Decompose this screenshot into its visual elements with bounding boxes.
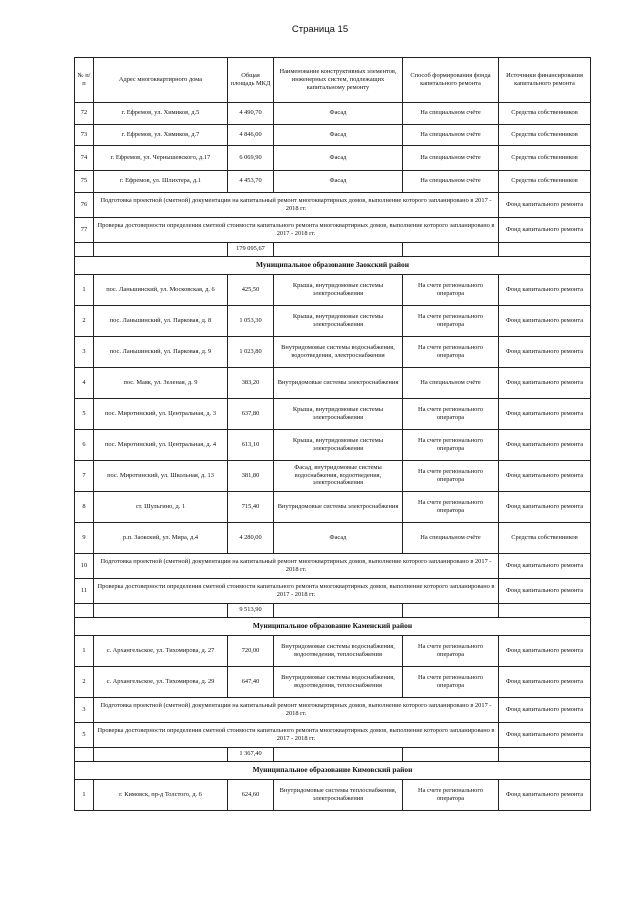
total-blank: [94, 747, 228, 761]
header-number: № п/п: [75, 58, 94, 103]
row-source: Фонд капитального ремонта: [499, 779, 591, 810]
row-source: Фонд капитального ремонта: [499, 336, 591, 367]
table-row-service: [75, 192, 591, 217]
row-source: Фонд капитального ремонта: [499, 491, 591, 522]
row-source: Фонд капитального ремонта: [499, 305, 591, 336]
row-works: Внутридомовые системы водоснабжения, водоотведения, теплоснабжения: [274, 666, 403, 697]
total-blank: [403, 603, 499, 617]
row-address: г. Ефремов, ул. Химиков, д.7: [94, 124, 228, 146]
section-heading-row: [75, 761, 591, 779]
row-method: На счете регионального оператора: [403, 491, 499, 522]
row-number: 77: [75, 217, 94, 242]
table-row-service: [75, 722, 591, 747]
table-row: [75, 367, 591, 398]
row-area: 6 069,90: [228, 146, 274, 171]
row-number: 75: [75, 171, 94, 193]
row-works: Крыша, внутридомовые системы электроснабжения: [274, 398, 403, 429]
row-works: Фасад: [274, 171, 403, 193]
header-area: Общая площадь МКД: [228, 58, 274, 103]
row-method: На специальном счёте: [403, 171, 499, 193]
row-works: Внутридомовые системы водоснабжения, водоотведения, электроснабжения: [274, 336, 403, 367]
row-service-text: Подготовка проектной (сметной) документации на капитальный ремонт многоквартирных домов, выполнение которого запланировано в 2017 - 2018 гг.: [94, 192, 499, 217]
table-row: [75, 171, 591, 193]
row-number: 4: [75, 367, 94, 398]
row-area: 647,40: [228, 666, 274, 697]
row-address: пос. Маяк, ул. Зеленая, д. 9: [94, 367, 228, 398]
total-area: 1 367,40: [228, 747, 274, 761]
table-row-total: [75, 242, 591, 256]
row-address: пос. Ланьшинский, ул. Московская, д. 6: [94, 274, 228, 305]
section-heading: Муниципальное образование Каменский район: [75, 617, 591, 635]
row-method: На счете регионального оператора: [403, 305, 499, 336]
row-works: Крыша, внутридомовые системы электроснабжения: [274, 429, 403, 460]
row-area: 715,40: [228, 491, 274, 522]
table-row-service: [75, 553, 591, 578]
row-address: пос. Ланьшинский, ул. Парковая, д. 8: [94, 305, 228, 336]
total-blank: [274, 747, 403, 761]
row-area: 637,80: [228, 398, 274, 429]
row-method: На специальном счёте: [403, 522, 499, 553]
row-source: Фонд капитального ремонта: [499, 553, 591, 578]
row-method: На специальном счёте: [403, 103, 499, 125]
row-number: 5: [75, 398, 94, 429]
row-address: с. Архангельское, ул. Тихомирова, д. 27: [94, 635, 228, 666]
table-row: [75, 124, 591, 146]
table-row: [75, 429, 591, 460]
row-address: пос. Миротинский, ул. Школьная, д. 13: [94, 460, 228, 491]
row-works: Фасад, внутридомовые системы водоснабжения, водоотведения, электроснабжения: [274, 460, 403, 491]
table-row-service: [75, 217, 591, 242]
total-blank: [274, 242, 403, 256]
row-area: 4 490,70: [228, 103, 274, 125]
header-method: Способ формирования фонда капитального ремонта: [403, 58, 499, 103]
table-row-total: [75, 747, 591, 761]
row-source: Фонд капитального ремонта: [499, 192, 591, 217]
row-source: Фонд капитального ремонта: [499, 217, 591, 242]
row-address: г. Ефремов, ул. Химиков, д.5: [94, 103, 228, 125]
row-area: 1 023,80: [228, 336, 274, 367]
row-area: 4 280,00: [228, 522, 274, 553]
row-service-text: Проверка достоверности определения сметной стоимости капитального ремонта многоквартирных домов, выполнение которого запланировано в 2017 - 2018 гг.: [94, 722, 499, 747]
row-area: 613,10: [228, 429, 274, 460]
row-address: г. Ефремов, ул. Шлихтера, д.1: [94, 171, 228, 193]
table-row-total: [75, 603, 591, 617]
row-source: Фонд капитального ремонта: [499, 460, 591, 491]
row-method: На специальном счёте: [403, 367, 499, 398]
row-number: 3: [75, 336, 94, 367]
row-address: ст. Шульгино, д. 1: [94, 491, 228, 522]
row-source: Средства собственников: [499, 522, 591, 553]
row-address: пос. Ланьшинский, ул. Парковая, д. 9: [94, 336, 228, 367]
total-area: 179 095,67: [228, 242, 274, 256]
total-blank: [94, 242, 228, 256]
row-number: 73: [75, 124, 94, 146]
total-blank: [403, 747, 499, 761]
row-number: 10: [75, 553, 94, 578]
row-address: р.п. Заокский, ул. Мира, д.4: [94, 522, 228, 553]
table-row: [75, 522, 591, 553]
row-number: 1: [75, 635, 94, 666]
row-service-text: Подготовка проектной (сметной) документации на капитальный ремонт многоквартирных домов, выполнение которого запланировано в 2017 - 2018 гг.: [94, 697, 499, 722]
row-area: 4 846,00: [228, 124, 274, 146]
row-source: Фонд капитального ремонта: [499, 578, 591, 603]
header-works: Наименование конструктивных элементов, инженерных систем, подлежащих капитальному ремонту: [274, 58, 403, 103]
total-blank: [499, 242, 591, 256]
table-row: [75, 460, 591, 491]
total-blank: [75, 603, 94, 617]
row-area: 425,50: [228, 274, 274, 305]
row-works: Крыша, внутридомовые системы электроснабжения: [274, 305, 403, 336]
total-blank: [75, 747, 94, 761]
table-row-service: [75, 578, 591, 603]
row-works: Внутридомовые системы электроснабжения: [274, 367, 403, 398]
row-number: 9: [75, 522, 94, 553]
total-blank: [94, 603, 228, 617]
row-method: На счете регионального оператора: [403, 460, 499, 491]
row-works: Фасад: [274, 124, 403, 146]
total-blank: [403, 242, 499, 256]
row-works: Внутридомовые системы теплоснабжения, электроснабжения: [274, 779, 403, 810]
row-area: 381,80: [228, 460, 274, 491]
section-heading: Муниципальное образование Кимовский район: [75, 761, 591, 779]
row-method: На специальном счёте: [403, 146, 499, 171]
total-area: 9 513,90: [228, 603, 274, 617]
row-source: Фонд капитального ремонта: [499, 697, 591, 722]
total-blank: [499, 747, 591, 761]
row-number: 2: [75, 305, 94, 336]
table-row: [75, 336, 591, 367]
row-address: г. Кимовск, пр-д Толстого, д. 6: [94, 779, 228, 810]
row-source: Средства собственников: [499, 146, 591, 171]
row-number: 8: [75, 491, 94, 522]
row-source: Фонд капитального ремонта: [499, 398, 591, 429]
row-number: 6: [75, 429, 94, 460]
row-works: Фасад: [274, 522, 403, 553]
row-number: 3: [75, 697, 94, 722]
header-address: Адрес многоквартирного дома: [94, 58, 228, 103]
row-source: Средства собственников: [499, 103, 591, 125]
row-number: 76: [75, 192, 94, 217]
row-number: 72: [75, 103, 94, 125]
row-source: Фонд капитального ремонта: [499, 666, 591, 697]
table-row-service: [75, 697, 591, 722]
row-number: 2: [75, 666, 94, 697]
row-method: На счете регионального оператора: [403, 336, 499, 367]
row-number: 7: [75, 460, 94, 491]
row-method: На счете регионального оператора: [403, 666, 499, 697]
section-heading-row: [75, 617, 591, 635]
row-address: с. Архангельское, ул. Тихомирова, д. 29: [94, 666, 228, 697]
row-number: 1: [75, 274, 94, 305]
total-blank: [274, 603, 403, 617]
row-number: 74: [75, 146, 94, 171]
row-method: На счете регионального оператора: [403, 274, 499, 305]
table-body: [75, 103, 591, 811]
row-address: г. Ефремов, ул. Чернышевского, д.17: [94, 146, 228, 171]
section-heading-row: [75, 256, 591, 274]
table-row: [75, 666, 591, 697]
row-source: Фонд капитального ремонта: [499, 635, 591, 666]
row-works: Внутридомовые системы электроснабжения: [274, 491, 403, 522]
table-row: [75, 779, 591, 810]
row-source: Фонд капитального ремонта: [499, 367, 591, 398]
row-number: 5: [75, 722, 94, 747]
row-area: 383,20: [228, 367, 274, 398]
total-blank: [499, 603, 591, 617]
row-area: 4 453,70: [228, 171, 274, 193]
section-heading: Муниципальное образование Заокский район: [75, 256, 591, 274]
table-row: [75, 146, 591, 171]
row-method: На счете регионального оператора: [403, 779, 499, 810]
row-method: На счете регионального оператора: [403, 398, 499, 429]
row-area: 720,00: [228, 635, 274, 666]
row-source: Фонд капитального ремонта: [499, 274, 591, 305]
row-method: На специальном счёте: [403, 124, 499, 146]
table-row: [75, 491, 591, 522]
row-number: 1: [75, 779, 94, 810]
page-number: Страница 15: [291, 24, 349, 35]
row-service-text: Подготовка проектной (сметной) документации на капитальный ремонт многоквартирных домов, выполнение которого запланировано в 2017 - 2018 гг.: [94, 553, 499, 578]
row-works: Фасад: [274, 146, 403, 171]
row-works: Внутридомовые системы водоснабжения, водоотведения, теплоснабжения: [274, 635, 403, 666]
row-source: Фонд капитального ремонта: [499, 722, 591, 747]
table-row: [75, 305, 591, 336]
row-area: 1 053,30: [228, 305, 274, 336]
row-works: Фасад: [274, 103, 403, 125]
header-source: Источники финансирования капитального ремонта: [499, 58, 591, 103]
row-address: пос. Миротинский, ул. Центральная, д. 4: [94, 429, 228, 460]
table-row: [75, 103, 591, 125]
repair-program-table: [74, 57, 591, 811]
row-source: Фонд капитального ремонта: [499, 429, 591, 460]
row-address: пос. Миротинский, ул. Центральная, д. 3: [94, 398, 228, 429]
table-header-row: [75, 58, 591, 103]
table-row: [75, 398, 591, 429]
table-row: [75, 274, 591, 305]
table-row: [75, 635, 591, 666]
row-works: Крыша, внутридомовые системы электроснабжения: [274, 274, 403, 305]
row-service-text: Проверка достоверности определения сметной стоимости капитального ремонта многоквартирных домов, выполнение которого запланировано в 2017 - 2018 гг.: [94, 578, 499, 603]
row-source: Средства собственников: [499, 171, 591, 193]
row-number: 11: [75, 578, 94, 603]
total-blank: [75, 242, 94, 256]
row-service-text: Проверка достоверности определения сметной стоимости капитального ремонта многоквартирных домов, выполнение которого запланировано в 2017 - 2018 гг.: [94, 217, 499, 242]
row-method: На счете регионального оператора: [403, 635, 499, 666]
row-method: На счете регионального оператора: [403, 429, 499, 460]
row-source: Средства собственников: [499, 124, 591, 146]
row-area: 624,60: [228, 779, 274, 810]
